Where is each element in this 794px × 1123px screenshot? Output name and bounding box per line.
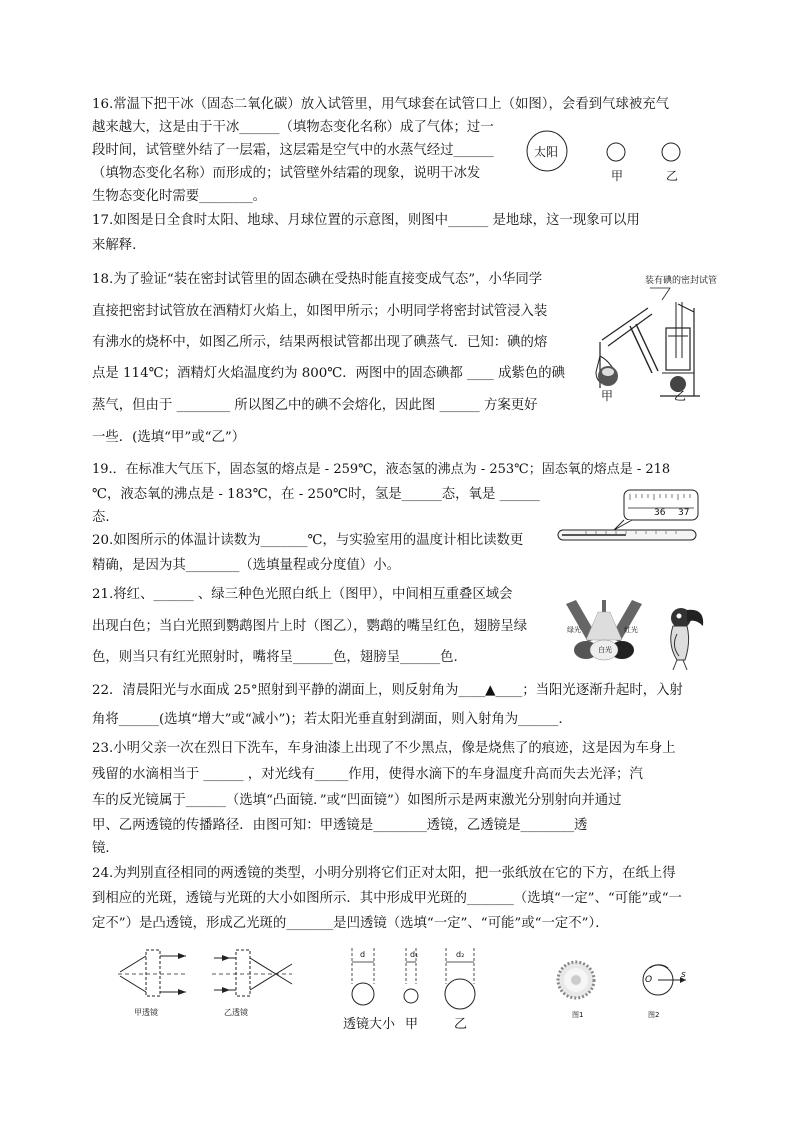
q17-line-2: 来解释. [92, 238, 137, 253]
q23-line-1: 23.小明父亲一次在烈日下洗车，车身油漆上出现了不少黑点，像是烧焦了的痕迹，这是因为车身上 [92, 741, 676, 756]
q17-line-1: 17.如图是日全食时太阳、地球、月球位置的示意图，则图中______ 是地球，这一现象可以用 [92, 213, 640, 228]
fig18-yi-label: 乙 [674, 389, 687, 403]
q24-line-3: 定不”）是凸透镜，形成乙光斑的_______是凹透镜（选填“一定”、“可能”或“一定不”）． [92, 916, 609, 931]
q19-line-3: 态. [92, 510, 110, 525]
q16-line-2: 越来越大，这是由于干冰______（填物态变化名称）成了气体；过一 [92, 120, 494, 135]
thermo-37: 37 [678, 508, 690, 518]
q18-line-1: 18.为了验证“装在密封试管里的固态碘在受热时能直接变成气态”，小华同学 [92, 272, 543, 287]
q16-line-4: （填物态变化名称）而形成的；试管壁外结霜的现象，说明干冰发 [92, 166, 481, 181]
q21-line-1: 21.将红、______ 、绿三种色光照白纸上（图甲），中间相互重叠区域会 [92, 587, 513, 602]
o-label: O [645, 975, 653, 985]
lens-paths-figure [116, 944, 296, 1010]
fig1-label: 图1 [572, 1011, 584, 1019]
q21-line-2: 出现白色；当白光照到鹦鹉图片上时（图乙），鹦鹉的嘴呈红色，翅膀呈绿 [92, 619, 528, 634]
q20-line-2: 精确，是因为其________（选填量程或分度值）小。 [92, 558, 400, 573]
fig2-label: 图2 [648, 1011, 660, 1019]
d2-label: d₂ [456, 950, 465, 959]
white-light-label: 白光 [598, 646, 612, 654]
d1-label: d₁ [410, 950, 419, 959]
q18-line-4: 点是 114℃；酒精灯火焰温度约为 800℃．两图中的固态碘都 ____ 成紫色的碘 [92, 366, 566, 381]
lens-jia-label: 甲透镜 [134, 1008, 158, 1017]
s-label: s [681, 970, 686, 980]
q19-line-2: ℃，液态氧的沸点是 - 183℃，在 - 250℃时，氢是______态，氧是 ______ [92, 487, 540, 502]
q22-line-1: 22．清晨阳光与水面成 25°照射到平静的湖面上，则反射角为____▲____；当阳光逐渐升起时，入射 [92, 683, 683, 698]
clinical-thermometer-figure [556, 486, 706, 550]
q23-line-4: 甲、乙两透镜的传播路径．由图可知：甲透镜是________透镜，乙透镜是________透 [92, 818, 588, 833]
fig18-jia-label: 甲 [601, 389, 614, 403]
q18-line-3: 有沸水的烧杯中，如图乙所示，结果两根试管都出现了碘蒸气．已知：碘的熔 [92, 335, 548, 350]
q16-line-1: 16.常温下把干冰（固态二氧化碳）放入试管里，用气球套在试管口上（如图），会看到气球被充气 [92, 97, 669, 112]
q24-line-2: 到相应的光斑，透镜与光斑的大小如图所示．其中形成甲光斑的_______（选填“一定”、“可能”或“一 [92, 891, 682, 906]
q22-line-2: 角将______(选填“增大”或“减小”)；若太阳光垂直射到湖面，则入射角为______. [92, 712, 563, 727]
lens-size-label: 透镜大小 [343, 1017, 396, 1032]
sun-spot-figure-1 [552, 956, 602, 1012]
spot-jia-label: 甲 [405, 1017, 419, 1032]
q16-line-5: 生物态变化时需要________。 [92, 189, 267, 204]
tube-label: 装有碘的密封试管 [645, 276, 718, 286]
q23-line-3: 车的反光镜属于______（选填“凸面镜．”或“凹面镜”）如图所示是两束激光分别射向并通过 [92, 793, 622, 808]
lens-yi-label: 乙透镜 [224, 1008, 248, 1017]
sun-label: 太阳 [534, 145, 559, 159]
q23-line-2: 残留的水滴相当于 ______ ，对光线有_____作用，使得水滴下的车身温度升高而失去光泽；汽 [92, 767, 643, 782]
q20-line-1: 20.如图所示的体温计读数为_______℃，与实验室用的温度计相比读数更 [92, 533, 524, 548]
red-light-label: 红光 [624, 626, 638, 634]
q18-line-2: 直接把密封试管放在酒精灯火焰上，如图甲所示；小明同学将密封试管浸入装 [92, 304, 548, 319]
jia-label: 甲 [611, 169, 624, 183]
q18-line-6: 一些．(选填“甲”或“乙”） [92, 430, 246, 445]
q19-line-1: 19.．在标准大气压下，固态氢的熔点是 - 259℃，液态氢的沸点为 - 253℃；固态氧的熔点是 - 218 [92, 462, 671, 477]
q18-line-5: 蒸气，但由于 ________ 所以图乙中的碘不会熔化，因此图 ______ 方案更好 [92, 398, 538, 413]
green-light-label: 绿光 [567, 626, 581, 634]
yi-label: 乙 [666, 169, 679, 183]
q21-line-3: 色，则当只有红光照射时，嘴将呈______色，翅膀呈______色. [92, 650, 458, 665]
q23-line-5: 镜． [92, 841, 119, 856]
parrot-figure [663, 604, 707, 674]
q24-line-1: 24.为判别直径相同的两透镜的类型，小明分别将它们正对太阳，把一张纸放在它的下方，在纸上得 [92, 866, 676, 881]
thermo-36: 36 [654, 508, 666, 518]
spot-yi-label: 乙 [454, 1017, 468, 1032]
d-label: d [360, 950, 366, 959]
q16-line-3: 段时间，试管壁外结了一层霜，这层霜是空气中的水蒸气经过______ [92, 143, 494, 158]
color-light-figure [562, 598, 646, 670]
